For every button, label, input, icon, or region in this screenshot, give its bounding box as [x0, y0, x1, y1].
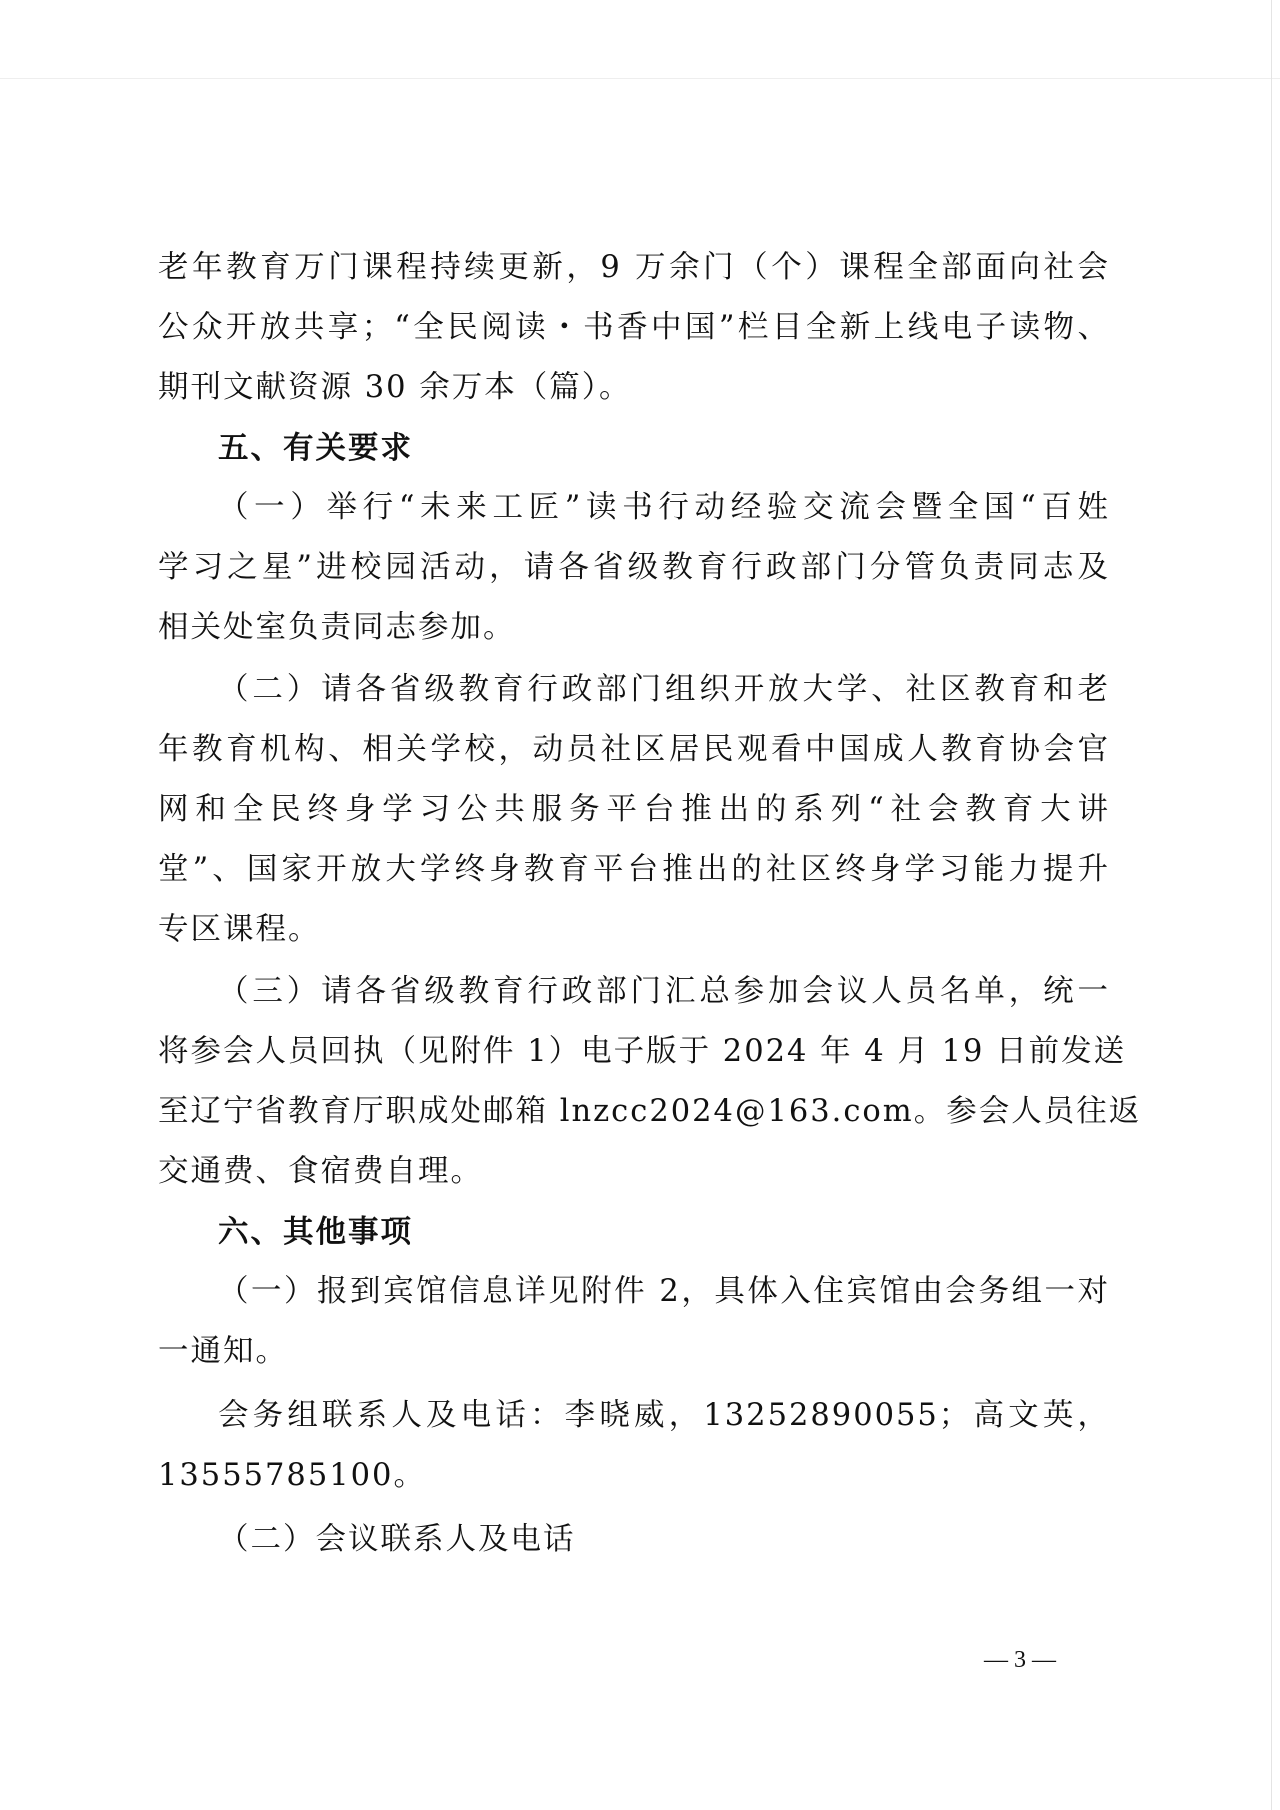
- page-number: — 3 —: [984, 1647, 1056, 1673]
- body-line: 年教育机构、相关学校，动员社区居民观看中国成人教育协会官: [158, 732, 1110, 767]
- page-top-edge: [0, 78, 1280, 79]
- body-line: 堂”、国家开放大学终身教育平台推出的社区终身学习能力提升: [158, 852, 1110, 887]
- body-line: 期刊文献资源 30 余万本（篇）。: [158, 370, 632, 405]
- contact-line: 13555785100。: [158, 1458, 426, 1493]
- body-line: 至辽宁省教育厅职成处邮箱 lnzcc2024@163.com。参会人员往返: [158, 1094, 1142, 1129]
- body-line: 老年教育万门课程持续更新，9 万余门（个）课程全部面向社会: [158, 250, 1110, 285]
- body-line: （一）举行“未来工匠”读书行动经验交流会暨全国“百姓: [218, 490, 1110, 525]
- section-heading-requirements: 五、有关要求: [218, 430, 413, 466]
- body-line: 交通费、食宿费自理。: [158, 1154, 483, 1189]
- body-line: （一）报到宾馆信息详见附件 2，具体入住宾馆由会务组一对: [218, 1274, 1110, 1309]
- body-line: 网和全民终身学习公共服务平台推出的系列“社会教育大讲: [158, 792, 1110, 827]
- body-line: （二）会议联系人及电话: [218, 1522, 576, 1557]
- body-line: 相关处室负责同志参加。: [158, 610, 516, 645]
- section-heading-other-matters: 六、其他事项: [218, 1214, 413, 1250]
- body-line: （三）请各省级教育行政部门汇总参加会议人员名单，统一: [218, 974, 1110, 1009]
- body-line: 将参会人员回执（见附件 1）电子版于 2024 年 4 月 19 日前发送: [158, 1034, 1127, 1069]
- body-line: 学习之星”进校园活动，请各省级教育行政部门分管负责同志及: [158, 550, 1110, 585]
- body-line: 专区课程。: [158, 912, 321, 947]
- page-right-edge: [1271, 0, 1272, 1810]
- body-line: 公众开放共享；“全民阅读・书香中国”栏目全新上线电子读物、: [158, 310, 1110, 345]
- body-line: 一通知。: [158, 1334, 288, 1369]
- body-line: （二）请各省级教育行政部门组织开放大学、社区教育和老: [218, 672, 1110, 707]
- contact-line: 会务组联系人及电话：李晓威，13252890055；高文英，: [218, 1398, 1110, 1433]
